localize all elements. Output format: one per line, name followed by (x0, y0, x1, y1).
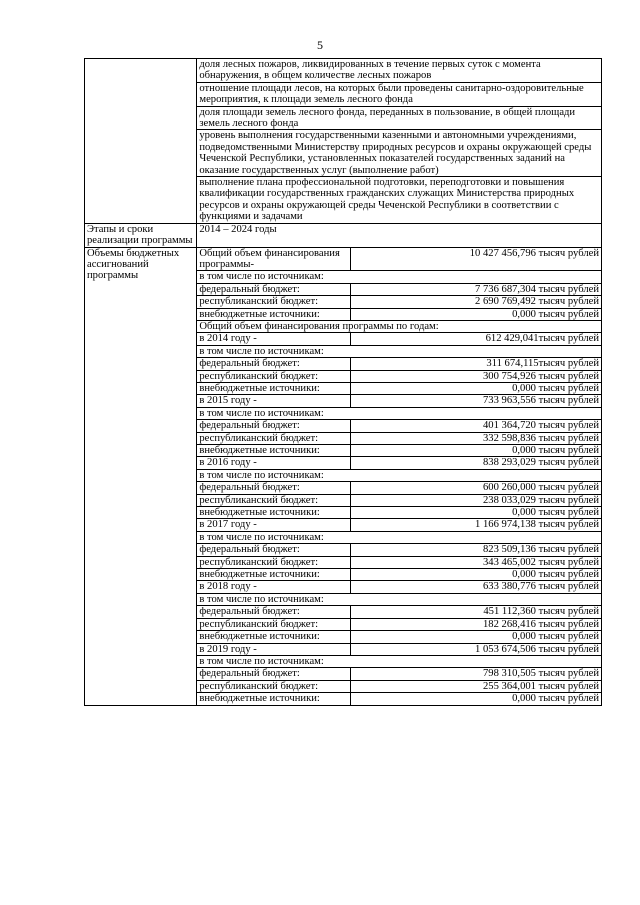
federal-budget-value: 600 260,000 тысяч рублей (350, 482, 601, 494)
republic-budget-value: 300 754,926 тысяч рублей (350, 370, 601, 382)
republic-budget-label: республиканский бюджет: (197, 494, 350, 506)
extra-budget-label: внебюджетные источники: (197, 693, 350, 705)
stages-row (85, 223, 602, 247)
federal-budget-value: 7 736 687,304 тысяч рублей (350, 283, 601, 295)
republic-budget-value: 255 364,001 тысяч рублей (350, 680, 601, 692)
republic-budget-label: республиканский бюджет: (197, 296, 350, 308)
republic-budget-label: республиканский бюджет: (197, 680, 350, 692)
federal-budget-value: 401 364,720 тысяч рублей (350, 420, 601, 432)
year-total-value: 633 380,776 тысяч рублей (350, 581, 601, 593)
republic-budget-value: 332 598,836 тысяч рублей (350, 432, 601, 444)
year-total-value: 733 963,556 тысяч рублей (350, 395, 601, 407)
federal-budget-label: федеральный бюджет: (197, 358, 350, 370)
extra-budget-value: 0,000 тысяч рублей (350, 382, 601, 394)
year-total-value: 838 293,029 тысяч рублей (350, 457, 601, 469)
republic-budget-label: республиканский бюджет: (197, 556, 350, 568)
extra-budget-label: внебюджетные источники: (197, 382, 350, 394)
year-sources-label: в том числе по источникам: (197, 655, 602, 667)
republic-budget-label: республиканский бюджет: (197, 432, 350, 444)
year-label: в 2016 году - (197, 457, 350, 469)
year-label: в 2018 году - (197, 581, 350, 593)
republic-budget-value: 343 465,002 тысяч рублей (350, 556, 601, 568)
indicator-text: выполнение плана профессиональной подготовки, переподготовки и повышения квалификации государственных гражданских служащих Министерства природных ресурсов и охраны окружающей среды Чеченской Республики в соответствии с функциями и задачами (197, 177, 602, 224)
extra-budget-value: 0,000 тысяч рублей (350, 569, 601, 581)
extra-budget-label: внебюджетные источники: (197, 631, 350, 643)
year-label: в 2019 году - (197, 643, 350, 655)
year-total-value: 612 429,041тысяч рублей (350, 333, 601, 345)
year-sources-label: в том числе по источникам: (197, 407, 602, 419)
indicator-text: доля лесных пожаров, ликвидированных в течение первых суток с момента обнаружения, в общем количестве лесных пожаров (197, 59, 602, 83)
extra-budget-value: 0,000 тысяч рублей (350, 507, 601, 519)
federal-budget-label: федеральный бюджет: (197, 544, 350, 556)
republic-budget-value: 238 033,029 тысяч рублей (350, 494, 601, 506)
page-number: 5 (317, 38, 323, 52)
extra-budget-value: 0,000 тысяч рублей (350, 693, 601, 705)
indicator-text: отношение площади лесов, на которых были проведены санитарно-оздоровительные мероприятия, к площади земель лесного фонда (197, 82, 602, 106)
federal-budget-value: 798 310,505 тысяч рублей (350, 668, 601, 680)
empty-label-cell (85, 59, 197, 224)
federal-budget-value: 823 509,136 тысяч рублей (350, 544, 601, 556)
republic-budget-label: республиканский бюджет: (197, 370, 350, 382)
year-label: в 2017 году - (197, 519, 350, 531)
federal-budget-value: 451 112,360 тысяч рублей (350, 606, 601, 618)
budget-total-value: 10 427 456,796 тысяч рублей (350, 247, 601, 271)
extra-budget-label: внебюджетные источники: (197, 445, 350, 457)
extra-budget-label: внебюджетные источники: (197, 569, 350, 581)
budget-label: Объемы бюджетных ассигнований программы (85, 247, 197, 705)
federal-budget-label: федеральный бюджет: (197, 283, 350, 295)
year-total-value: 1 166 974,138 тысяч рублей (350, 519, 601, 531)
budget-total-label: Общий объем финансирования программы- (197, 247, 350, 271)
republic-budget-value: 182 268,416 тысяч рублей (350, 618, 601, 630)
extra-budget-value: 0,000 тысяч рублей (350, 308, 601, 320)
republic-budget-value: 2 690 769,492 тысяч рублей (350, 296, 601, 308)
budget-total-row (85, 247, 602, 271)
extra-budget-value: 0,000 тысяч рублей (350, 445, 601, 457)
indicator-text: уровень выполнения государственными казенными и автономными учреждениями, подведомственными Министерству природных ресурсов и охраны окружающей среды Чеченской Республики, установленных показателей государственных заданий на оказание государственных услуг (выполнение работ) (197, 130, 602, 177)
year-total-value: 1 053 674,506 тысяч рублей (350, 643, 601, 655)
budget-sources-label: в том числе по источникам: (197, 271, 602, 283)
program-passport-table (84, 58, 602, 706)
federal-budget-label: федеральный бюджет: (197, 420, 350, 432)
federal-budget-label: федеральный бюджет: (197, 668, 350, 680)
extra-budget-value: 0,000 тысяч рублей (350, 631, 601, 643)
stages-value: 2014 – 2024 годы (197, 223, 602, 247)
year-label: в 2014 году - (197, 333, 350, 345)
year-sources-label: в том числе по источникам: (197, 469, 602, 481)
extra-budget-label: внебюджетные источники: (197, 308, 350, 320)
stages-label: Этапы и сроки реализации программы (85, 223, 197, 247)
indicator-text: доля площади земель лесного фонда, переданных в пользование, в общей площади земель лесного фонда (197, 106, 602, 130)
indicator-row (85, 59, 602, 83)
year-label: в 2015 году - (197, 395, 350, 407)
year-sources-label: в том числе по источникам: (197, 593, 602, 605)
year-sources-label: в том числе по источникам: (197, 531, 602, 543)
republic-budget-label: республиканский бюджет: (197, 618, 350, 630)
budget-by-years-label: Общий объем финансирования программы по годам: (197, 320, 602, 332)
federal-budget-label: федеральный бюджет: (197, 482, 350, 494)
extra-budget-label: внебюджетные источники: (197, 507, 350, 519)
federal-budget-label: федеральный бюджет: (197, 606, 350, 618)
federal-budget-value: 311 674,115тысяч рублей (350, 358, 601, 370)
year-sources-label: в том числе по источникам: (197, 345, 602, 357)
